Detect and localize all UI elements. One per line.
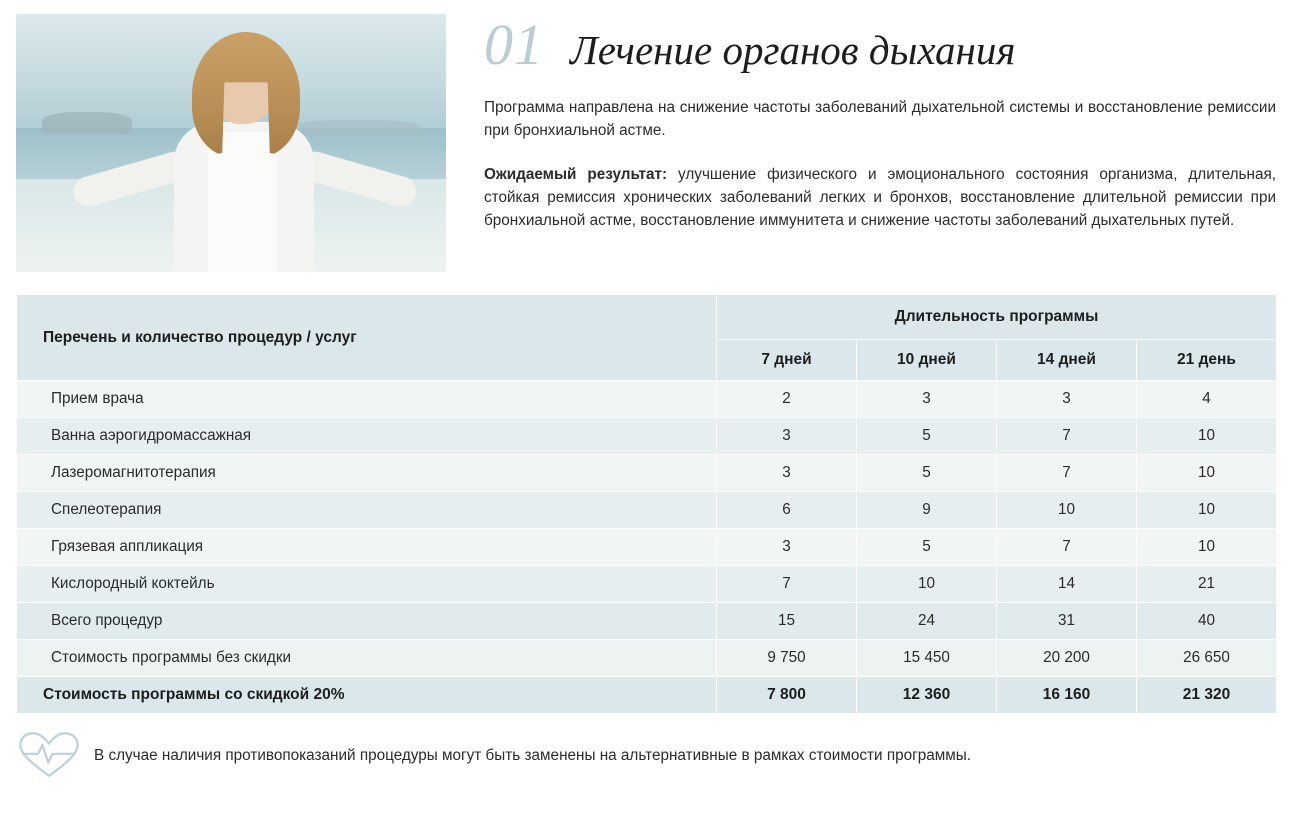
row-value-7: 3: [717, 529, 857, 566]
table-row-total: [17, 603, 1277, 640]
row-value-10: 3: [857, 381, 997, 418]
row-value-7: 7 800: [717, 677, 857, 714]
heart-pulse-icon: [16, 730, 82, 782]
row-value-10: 9: [857, 492, 997, 529]
row-value-10: 5: [857, 418, 997, 455]
row-value-7: 6: [717, 492, 857, 529]
table-row: [17, 418, 1277, 455]
row-value-21: 40: [1137, 603, 1277, 640]
row-value-10: 24: [857, 603, 997, 640]
row-value-14: 20 200: [997, 640, 1137, 677]
row-value-7: 7: [717, 566, 857, 603]
row-value-10: 5: [857, 455, 997, 492]
header-duration-10: 10 дней: [857, 340, 997, 381]
row-value-21: 26 650: [1137, 640, 1277, 677]
footnote-text: В случае наличия противопоказаний процедуры могут быть заменены на альтернативные в рамках стоимости программы.: [94, 747, 971, 765]
procedures-table: [16, 294, 1277, 714]
table-header-row-1: [17, 295, 1277, 340]
table-row: [17, 566, 1277, 603]
row-name: Лазеромагнитотерапия: [17, 455, 717, 492]
row-value-10: 15 450: [857, 640, 997, 677]
row-value-14: 3: [997, 381, 1137, 418]
header-duration-14: 14 дней: [997, 340, 1137, 381]
row-value-10: 12 360: [857, 677, 997, 714]
photo-rock-right: [291, 120, 421, 136]
row-name: Кислородный коктейль: [17, 566, 717, 603]
row-value-14: 31: [997, 603, 1137, 640]
header-services: Перечень и количество процедур / услуг: [17, 295, 717, 381]
result-label: Ожидаемый результат:: [484, 165, 668, 183]
row-name: Всего процедур: [17, 603, 717, 640]
table-row: [17, 529, 1277, 566]
row-value-21: 10: [1137, 418, 1277, 455]
header-duration-21: 21 день: [1137, 340, 1277, 381]
row-name: Грязевая аппликация: [17, 529, 717, 566]
row-value-21: 10: [1137, 492, 1277, 529]
row-value-14: 16 160: [997, 677, 1137, 714]
header-text-block: [446, 14, 1276, 272]
row-value-21: 4: [1137, 381, 1277, 418]
result-paragraph: [484, 163, 1276, 233]
intro-paragraph: Программа направлена на снижение частоты заболеваний дыхательной системы и восстановление ремиссии при бронхиальной астме.: [484, 99, 1276, 140]
row-value-14: 7: [997, 418, 1137, 455]
result-text: улучшение физического и эмоционального состояния организма, длительная, стойкая ремиссия хронических заболеваний легких и бронхов, восстановление длительной ремиссии при бронхиальной астме, восстановление иммунитета и снижение частоты заболеваний дыхательных путей.: [484, 165, 1276, 229]
row-value-14: 14: [997, 566, 1137, 603]
row-name: Ванна аэрогидромассажная: [17, 418, 717, 455]
row-name: Стоимость программы со скидкой 20%: [17, 677, 717, 714]
table-row: [17, 455, 1277, 492]
row-value-21: 21: [1137, 566, 1277, 603]
row-value-14: 10: [997, 492, 1137, 529]
footer-note-section: [16, 730, 1276, 782]
row-value-10: 5: [857, 529, 997, 566]
row-value-7: 15: [717, 603, 857, 640]
woman-on-beach-photo: [16, 14, 446, 272]
table-row: [17, 381, 1277, 418]
row-value-14: 7: [997, 529, 1137, 566]
page-title: Лечение органов дыхания: [570, 27, 1016, 73]
header-duration-7: 7 дней: [717, 340, 857, 381]
row-name: Спелеотерапия: [17, 492, 717, 529]
row-value-7: 2: [717, 381, 857, 418]
table-row-discount: [17, 677, 1277, 714]
row-value-14: 7: [997, 455, 1137, 492]
row-value-7: 3: [717, 418, 857, 455]
row-value-7: 3: [717, 455, 857, 492]
header-section: [0, 0, 1292, 272]
row-name: Стоимость программы без скидки: [17, 640, 717, 677]
row-value-10: 10: [857, 566, 997, 603]
row-value-7: 9 750: [717, 640, 857, 677]
header-duration: Длительность программы: [717, 295, 1277, 340]
section-number: 01: [484, 12, 544, 77]
row-name: Прием врача: [17, 381, 717, 418]
table-row: [17, 492, 1277, 529]
photo-rock-left: [42, 112, 132, 134]
row-value-21: 21 320: [1137, 677, 1277, 714]
table-row-price: [17, 640, 1277, 677]
row-value-21: 10: [1137, 455, 1277, 492]
procedures-table-wrapper: [16, 294, 1276, 714]
title-row: [484, 12, 1276, 77]
row-value-21: 10: [1137, 529, 1277, 566]
